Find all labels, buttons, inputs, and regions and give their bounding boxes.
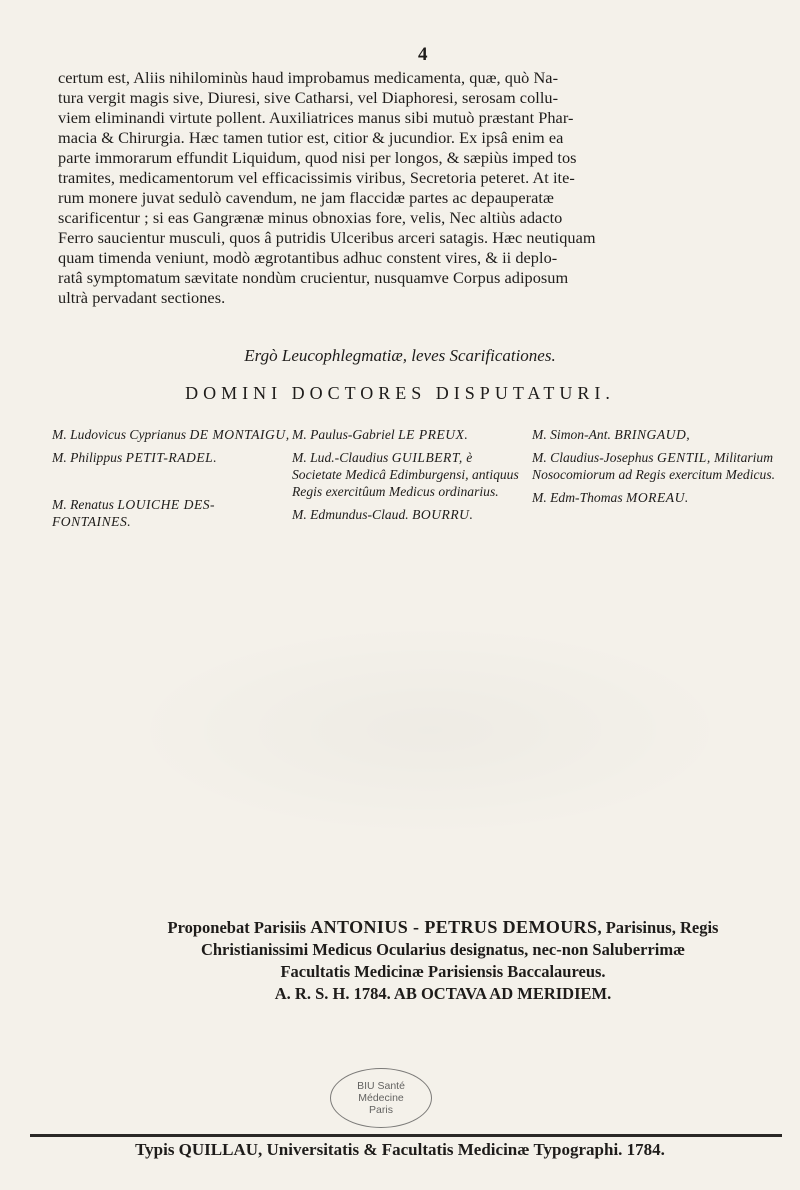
stamp-line: BIU Santé xyxy=(357,1080,405,1092)
doctor-family-name: LE PREUX. xyxy=(398,427,469,442)
proponent-line-3: Facultatis Medicinæ Parisiensis Baccalaureus. xyxy=(280,962,606,981)
doctor-given-name: M. Simon-Ant. xyxy=(532,427,611,442)
proponent-suffix: , Parisinus, Regis xyxy=(597,918,719,937)
library-stamp xyxy=(330,1068,432,1128)
body-paragraph xyxy=(58,68,780,308)
doctor-entry xyxy=(292,506,524,523)
doctors-column-1 xyxy=(52,426,292,536)
doctor-entry xyxy=(532,489,790,506)
body-line: tramites, medicamentorum vel efficacissimis viribus, Secretoria peteret. At ite- xyxy=(58,168,575,187)
body-line: rum monere juvat sedulò cavendum, ne jam flaccidæ partes ac depauperatæ xyxy=(58,188,554,207)
doctor-entry xyxy=(532,449,790,483)
proponent-block xyxy=(86,916,800,1005)
doctor-note: è Societate Medicâ Edimburgensi, antiquus Regis exercitûum Medicus ordinarius. xyxy=(292,450,519,499)
doctor-family-name: PETIT-RADEL. xyxy=(125,450,218,465)
doctor-family-name: LOUICHE DES-FONTAINES. xyxy=(52,497,216,529)
proponent-line-4: A. R. S. H. 1784. AB OCTAVA AD MERIDIEM. xyxy=(274,984,612,1003)
doctor-given-name: M. Renatus xyxy=(52,497,114,512)
doctor-family-name: BRINGAUD, xyxy=(614,427,691,442)
body-line: parte immorarum effundit Liquidum, quod nisi per longos, & sæpiùs imped tos xyxy=(58,148,577,167)
conclusion-heading: Ergò Leucophlegmatiæ, leves Scarificationes. xyxy=(244,346,556,365)
doctor-family-name: GUILBERT, xyxy=(391,450,463,465)
body-line: viem eliminandi virtute pollent. Auxiliatrices manus sibi mutuò præstant Phar- xyxy=(58,108,574,127)
doctor-given-name: M. Edmundus-Claud. xyxy=(292,507,409,522)
doctor-family-name: GENTIL, xyxy=(657,450,711,465)
page-number: 4 xyxy=(418,44,428,65)
proponent-name: ANTONIUS - PETRUS DEMOURS xyxy=(310,917,598,937)
printer-imprint: Typis QUILLAU, Universitatis & Facultatis Medicinæ Typographi. 1784. xyxy=(135,1140,665,1159)
doctor-family-name: MOREAU. xyxy=(626,490,689,505)
doctors-column-3 xyxy=(532,426,790,512)
doctors-heading: DOMINI DOCTORES DISPUTATURI. xyxy=(185,383,615,403)
divider-rule xyxy=(30,1134,782,1137)
stamp-line: Paris xyxy=(369,1104,393,1116)
doctor-given-name: M. Edm-Thomas xyxy=(532,490,623,505)
doctor-given-name: M. Philippus xyxy=(52,450,123,465)
doctor-entry xyxy=(292,449,524,500)
proponent-line-2: Christianissimi Medicus Ocularius designatus, nec-non Saluberrimæ xyxy=(200,940,686,959)
body-line: ultrà pervadant sectiones. xyxy=(58,288,226,307)
doctor-entry xyxy=(52,449,292,466)
body-line: tura vergit magis sive, Diuresi, sive Catharsi, vel Diaphoresi, serosam collu- xyxy=(58,88,559,107)
doctor-entry xyxy=(292,426,524,443)
proponent-line-1 xyxy=(86,916,800,939)
doctor-given-name: M. Ludovicus Cyprianus xyxy=(52,427,187,442)
body-line: quam timenda veniunt, modò ægrotantibus adhuc constent vires, & ii deplo- xyxy=(58,248,558,267)
body-line: Ferro saucientur musculi, quos â putridis Ulceribus arceri satagis. Hæc neutiquam xyxy=(58,228,596,247)
doctor-family-name: BOURRU. xyxy=(412,507,474,522)
body-line: certum est, Aliis nihilominùs haud improbamus medicamenta, quæ, quò Na- xyxy=(58,68,559,87)
doctor-note: Militarium Nosocomiorum ad Regis exercitum Medicus. xyxy=(532,450,776,482)
doctor-entry xyxy=(52,426,292,443)
doctor-given-name: M. Paulus-Gabriel xyxy=(292,427,395,442)
body-line: scarificentur ; si eas Gangrænæ minus obnoxias fore, velis, Nec altiùs adacto xyxy=(58,208,563,227)
paper-stain xyxy=(120,620,740,840)
body-line: macia & Chirurgia. Hæc tamen tutior est, citior & jucundior. Ex ipsâ enim ea xyxy=(58,128,564,147)
doctor-entry xyxy=(52,496,292,530)
proponent-prefix: Proponebat Parisiis xyxy=(167,918,307,937)
doctor-given-name: M. Claudius-Josephus xyxy=(532,450,654,465)
doctor-given-name: M. Lud.-Claudius xyxy=(292,450,389,465)
doctor-family-name: DE MONTAIGU, xyxy=(189,427,290,442)
stamp-line: Médecine xyxy=(358,1092,404,1104)
body-line: ratâ symptomatum sævitate nondùm crucientur, nusquamve Corpus adiposum xyxy=(58,268,569,287)
doctor-entry xyxy=(532,426,790,443)
doctors-column-2 xyxy=(292,426,524,529)
